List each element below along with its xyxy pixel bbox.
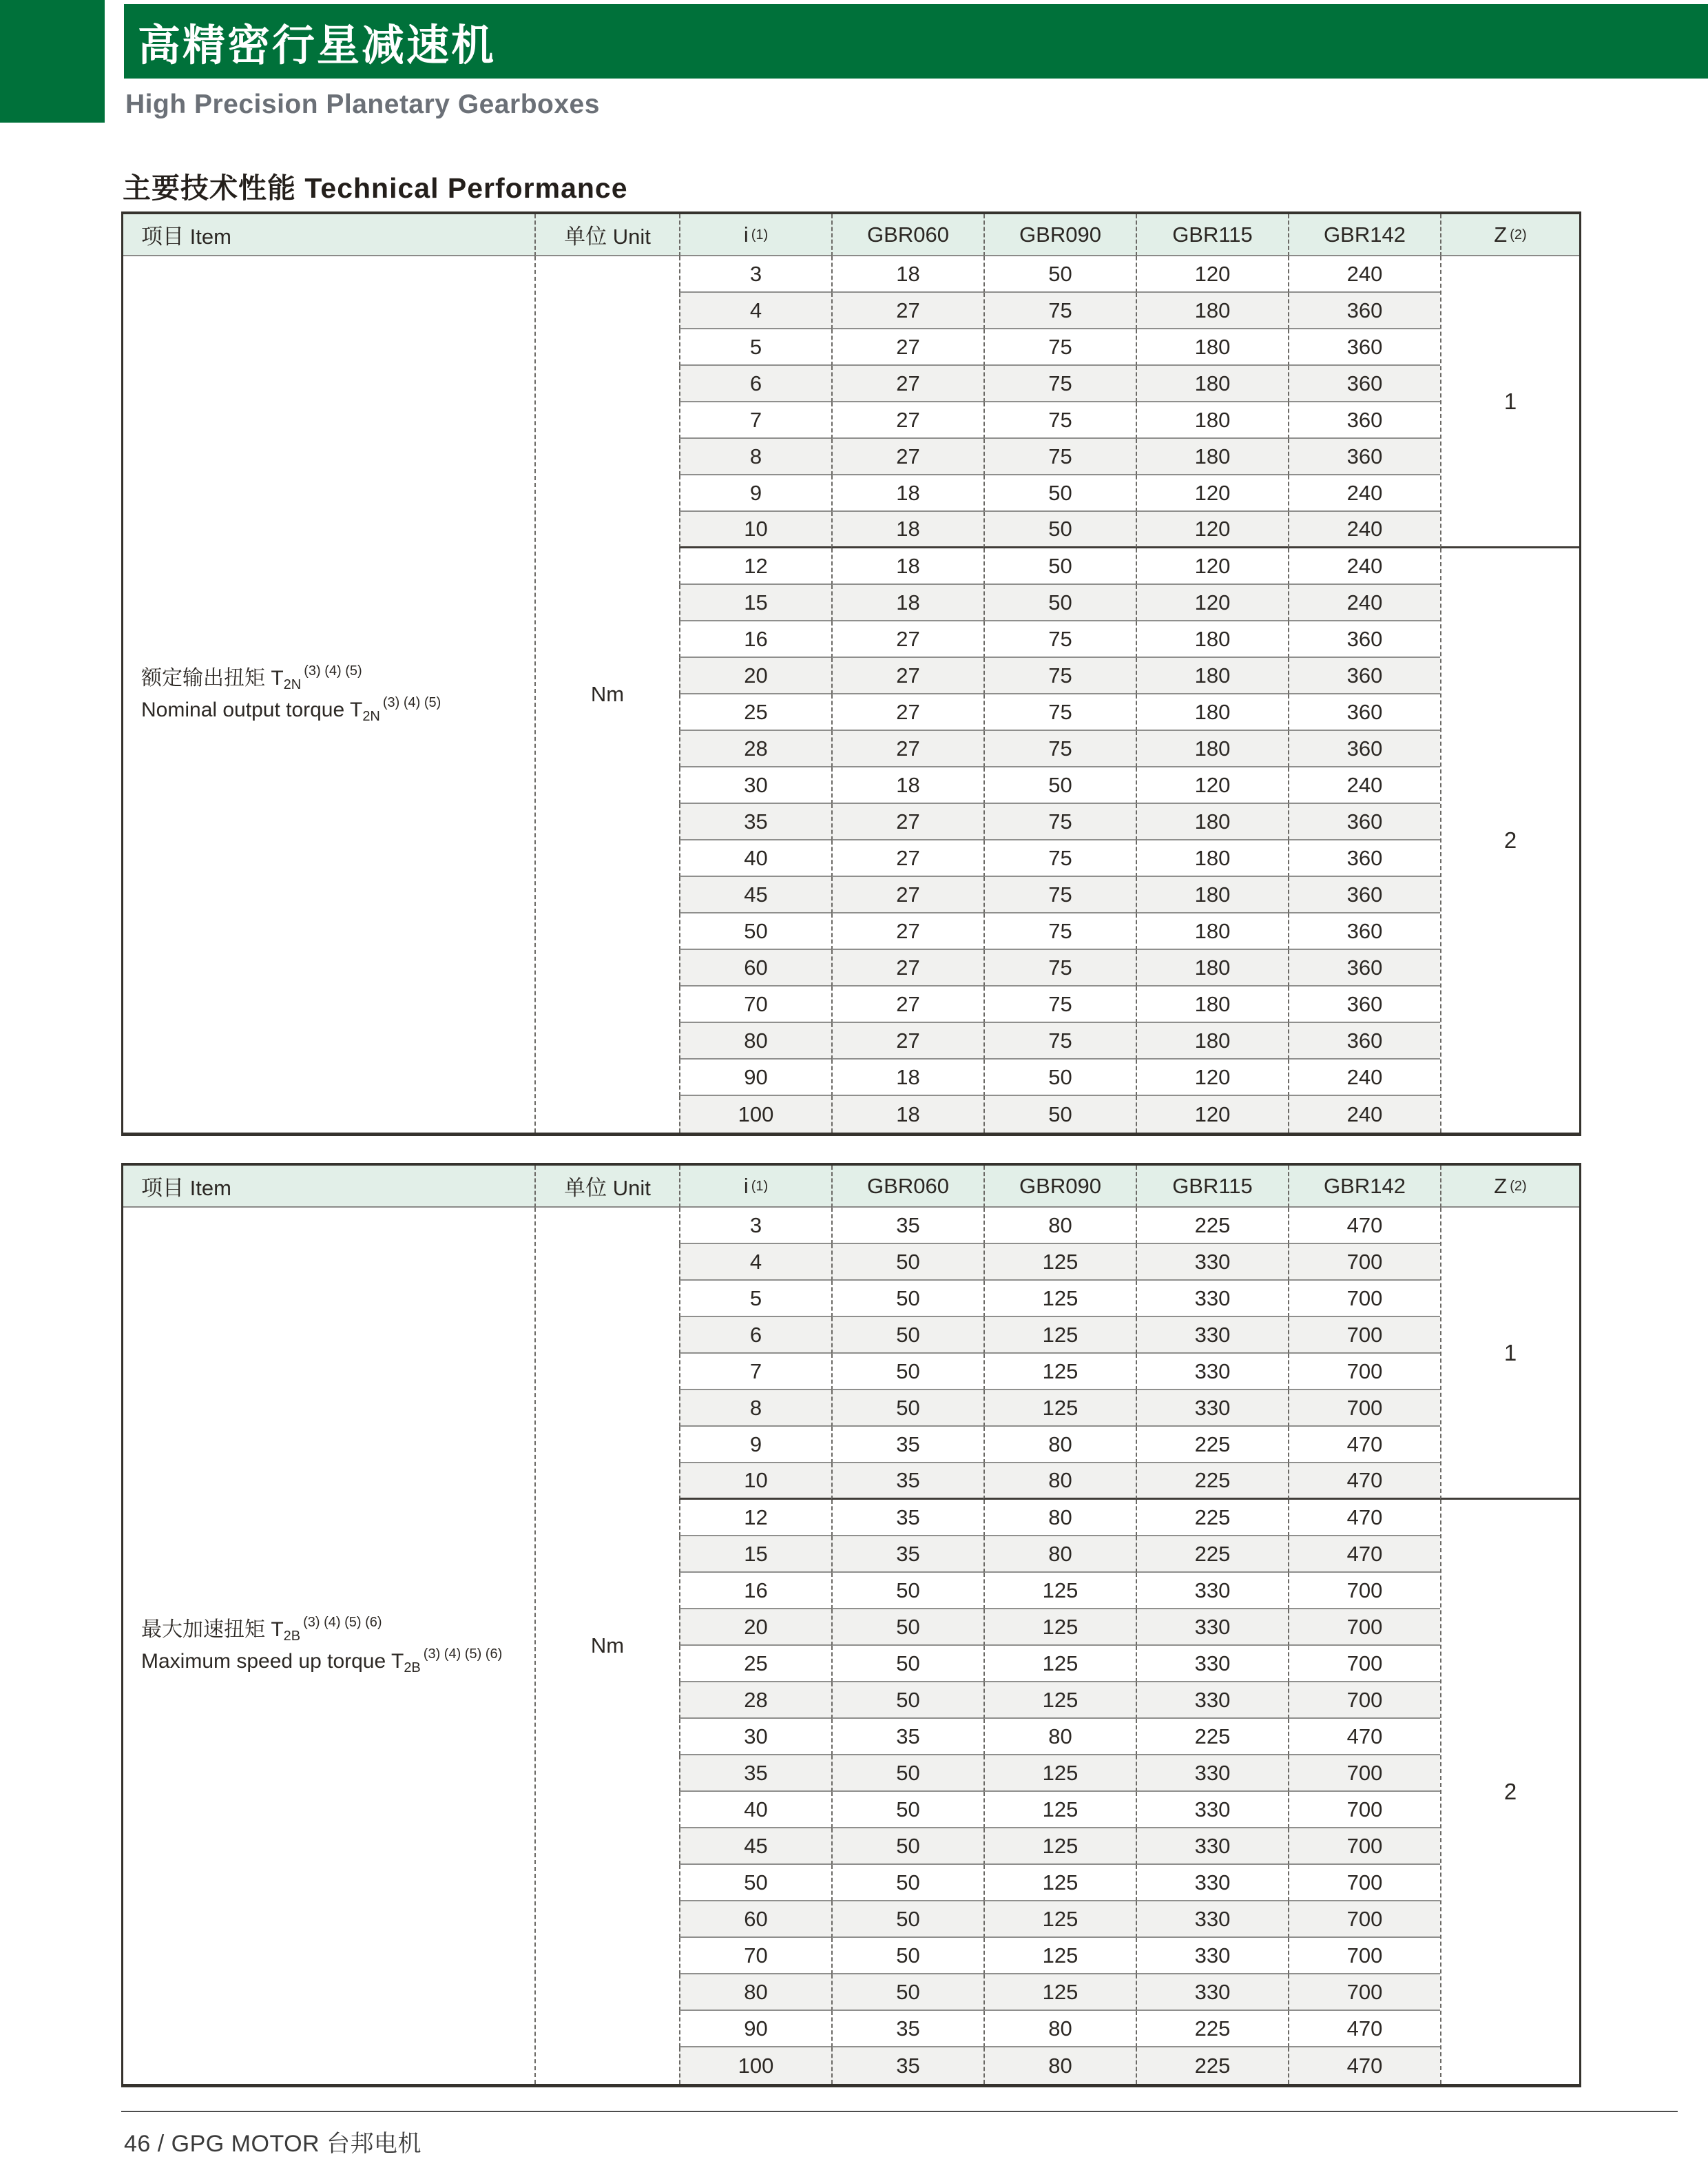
value-cell: 27 — [831, 1023, 983, 1060]
value-cell: 50 — [831, 1828, 983, 1865]
value-cell: 700 — [1288, 1281, 1440, 1317]
ratio-cell: 8 — [679, 439, 831, 475]
value-cell: 50 — [831, 1354, 983, 1390]
ratio-cell: 10 — [679, 1463, 831, 1500]
value-cell: 80 — [983, 1208, 1136, 1244]
value-cell: 27 — [831, 439, 983, 475]
value-cell: 75 — [983, 840, 1136, 877]
value-cell: 700 — [1288, 1354, 1440, 1390]
value-cell: 225 — [1136, 2011, 1288, 2047]
value-cell: 180 — [1136, 731, 1288, 767]
value-cell: 27 — [831, 694, 983, 731]
page-header-band — [124, 4, 1708, 79]
ratio-cell: 70 — [679, 986, 831, 1023]
value-cell: 50 — [983, 767, 1136, 804]
ratio-cell: 50 — [679, 913, 831, 950]
value-cell: 240 — [1288, 1096, 1440, 1133]
value-cell: 27 — [831, 329, 983, 366]
ratio-cell: 40 — [679, 840, 831, 877]
value-cell: 50 — [831, 1244, 983, 1281]
value-cell: 700 — [1288, 1317, 1440, 1354]
value-cell: 225 — [1136, 2047, 1288, 2084]
value-cell: 330 — [1136, 1244, 1288, 1281]
ratio-cell: 80 — [679, 1023, 831, 1060]
value-cell: 75 — [983, 439, 1136, 475]
value-cell: 330 — [1136, 1901, 1288, 1938]
value-cell: 225 — [1136, 1463, 1288, 1500]
value-cell: 75 — [983, 1023, 1136, 1060]
value-cell: 470 — [1288, 1536, 1440, 1573]
value-cell: 360 — [1288, 913, 1440, 950]
value-cell: 50 — [831, 1792, 983, 1828]
value-cell: 50 — [983, 512, 1136, 548]
value-cell: 80 — [983, 2047, 1136, 2084]
value-cell: 50 — [983, 256, 1136, 293]
value-cell: 225 — [1136, 1427, 1288, 1463]
ratio-cell: 100 — [679, 1096, 831, 1133]
header-cell-gbr115: GBR115 — [1136, 214, 1288, 256]
ratio-cell: 8 — [679, 1390, 831, 1427]
value-cell: 50 — [831, 1865, 983, 1901]
value-cell: 18 — [831, 767, 983, 804]
ratio-cell: 10 — [679, 512, 831, 548]
value-cell: 700 — [1288, 1974, 1440, 2011]
value-cell: 27 — [831, 366, 983, 402]
value-cell: 50 — [983, 1060, 1136, 1096]
value-cell: 80 — [983, 1500, 1136, 1536]
value-cell: 75 — [983, 402, 1136, 439]
value-cell: 330 — [1136, 1865, 1288, 1901]
value-cell: 75 — [983, 913, 1136, 950]
value-cell: 360 — [1288, 840, 1440, 877]
value-cell: 80 — [983, 2011, 1136, 2047]
value-cell: 80 — [983, 1719, 1136, 1755]
value-cell: 700 — [1288, 1609, 1440, 1646]
item-label-cell: 最大加速扭矩 $T_{2B}^{(3) (4) (5) (6)}$ Maximum speed up torque $T_{2B}^{(3) (4) (5) (6)}$ — [123, 1208, 534, 2084]
value-cell: 225 — [1136, 1719, 1288, 1755]
value-cell: 50 — [983, 585, 1136, 621]
value-cell: 125 — [983, 1865, 1136, 1901]
value-cell: 470 — [1288, 2011, 1440, 2047]
value-cell: 125 — [983, 1317, 1136, 1354]
value-cell: 120 — [1136, 548, 1288, 585]
value-cell: 225 — [1136, 1500, 1288, 1536]
ratio-cell: 7 — [679, 1354, 831, 1390]
value-cell: 125 — [983, 1901, 1136, 1938]
value-cell: 125 — [983, 1828, 1136, 1865]
value-cell: 27 — [831, 877, 983, 913]
value-cell: 120 — [1136, 767, 1288, 804]
value-cell: 125 — [983, 1609, 1136, 1646]
value-cell: 75 — [983, 877, 1136, 913]
value-cell: 360 — [1288, 366, 1440, 402]
ratio-cell: 5 — [679, 329, 831, 366]
value-cell: 240 — [1288, 1060, 1440, 1096]
value-cell: 330 — [1136, 1281, 1288, 1317]
ratio-cell: 5 — [679, 1281, 831, 1317]
value-cell: 27 — [831, 840, 983, 877]
value-cell: 700 — [1288, 1646, 1440, 1682]
section-title: 主要技术性能 Technical Performance — [123, 172, 628, 204]
ratio-cell: 50 — [679, 1865, 831, 1901]
value-cell: 700 — [1288, 1828, 1440, 1865]
value-cell: 18 — [831, 1060, 983, 1096]
value-cell: 240 — [1288, 585, 1440, 621]
value-cell: 75 — [983, 731, 1136, 767]
value-cell: 18 — [831, 475, 983, 512]
value-cell: 125 — [983, 1244, 1136, 1281]
value-cell: 700 — [1288, 1865, 1440, 1901]
value-cell: 700 — [1288, 1682, 1440, 1719]
value-cell: 35 — [831, 1463, 983, 1500]
value-cell: 27 — [831, 986, 983, 1023]
ratio-cell: 7 — [679, 402, 831, 439]
value-cell: 50 — [831, 1682, 983, 1719]
ratio-cell: 60 — [679, 1901, 831, 1938]
value-cell: 700 — [1288, 1573, 1440, 1609]
value-cell: 360 — [1288, 439, 1440, 475]
value-cell: 125 — [983, 1974, 1136, 2011]
value-cell: 360 — [1288, 986, 1440, 1023]
header-cell-z: Z (2) — [1440, 1166, 1579, 1208]
header-cell-item: 项目 Item — [123, 214, 534, 256]
value-cell: 125 — [983, 1938, 1136, 1974]
header-cell-单位 unit: 单位 Unit — [534, 1166, 679, 1208]
ratio-cell: 90 — [679, 2011, 831, 2047]
value-cell: 180 — [1136, 877, 1288, 913]
value-cell: 330 — [1136, 1390, 1288, 1427]
ratio-cell: 4 — [679, 1244, 831, 1281]
value-cell: 330 — [1136, 1938, 1288, 1974]
ratio-cell: 16 — [679, 621, 831, 658]
value-cell: 360 — [1288, 329, 1440, 366]
ratio-cell: 9 — [679, 1427, 831, 1463]
header-cell-i: i (1) — [679, 1166, 831, 1208]
value-cell: 50 — [831, 1573, 983, 1609]
value-cell: 125 — [983, 1755, 1136, 1792]
value-cell: 120 — [1136, 512, 1288, 548]
value-cell: 330 — [1136, 1573, 1288, 1609]
value-cell: 35 — [831, 2047, 983, 2084]
value-cell: 470 — [1288, 1427, 1440, 1463]
value-cell: 27 — [831, 804, 983, 840]
value-cell: 120 — [1136, 475, 1288, 512]
ratio-cell: 100 — [679, 2047, 831, 2084]
value-cell: 360 — [1288, 731, 1440, 767]
ratio-cell: 20 — [679, 1609, 831, 1646]
page-title: 高精密行星减速机 — [138, 21, 497, 70]
value-cell: 75 — [983, 293, 1136, 329]
value-cell: 80 — [983, 1536, 1136, 1573]
value-cell: 360 — [1288, 621, 1440, 658]
ratio-cell: 16 — [679, 1573, 831, 1609]
value-cell: 75 — [983, 986, 1136, 1023]
value-cell: 330 — [1136, 1792, 1288, 1828]
value-cell: 27 — [831, 621, 983, 658]
value-cell: 50 — [831, 1901, 983, 1938]
ratio-cell: 15 — [679, 585, 831, 621]
value-cell: 180 — [1136, 439, 1288, 475]
ratio-cell: 6 — [679, 366, 831, 402]
value-cell: 125 — [983, 1646, 1136, 1682]
value-cell: 360 — [1288, 694, 1440, 731]
value-cell: 125 — [983, 1682, 1136, 1719]
value-cell: 225 — [1136, 1208, 1288, 1244]
value-cell: 700 — [1288, 1901, 1440, 1938]
header-cell-item: 项目 Item — [123, 1166, 534, 1208]
value-cell: 360 — [1288, 658, 1440, 694]
ratio-cell: 15 — [679, 1536, 831, 1573]
z-group-cell: 1 — [1440, 256, 1579, 548]
value-cell: 700 — [1288, 1244, 1440, 1281]
ratio-cell: 20 — [679, 658, 831, 694]
value-cell: 50 — [831, 1974, 983, 2011]
value-cell: 180 — [1136, 402, 1288, 439]
value-cell: 180 — [1136, 986, 1288, 1023]
value-cell: 125 — [983, 1390, 1136, 1427]
value-cell: 240 — [1288, 512, 1440, 548]
value-cell: 120 — [1136, 256, 1288, 293]
ratio-cell: 28 — [679, 1682, 831, 1719]
value-cell: 35 — [831, 1500, 983, 1536]
value-cell: 75 — [983, 804, 1136, 840]
header-cell-gbr115: GBR115 — [1136, 1166, 1288, 1208]
value-cell: 35 — [831, 1719, 983, 1755]
ratio-cell: 90 — [679, 1060, 831, 1096]
performance-table-nominal-torque — [121, 211, 1581, 1136]
value-cell: 80 — [983, 1463, 1136, 1500]
value-cell: 180 — [1136, 658, 1288, 694]
value-cell: 180 — [1136, 804, 1288, 840]
value-cell: 180 — [1136, 840, 1288, 877]
value-cell: 50 — [983, 475, 1136, 512]
value-cell: 50 — [983, 1096, 1136, 1133]
header-cell-z: Z (2) — [1440, 214, 1579, 256]
value-cell: 470 — [1288, 1719, 1440, 1755]
value-cell: 125 — [983, 1281, 1136, 1317]
value-cell: 180 — [1136, 694, 1288, 731]
value-cell: 50 — [831, 1390, 983, 1427]
unit-cell: Nm — [534, 1208, 679, 2084]
value-cell: 180 — [1136, 621, 1288, 658]
z-group-cell: 2 — [1440, 548, 1579, 1133]
value-cell: 27 — [831, 950, 983, 986]
ratio-cell: 70 — [679, 1938, 831, 1974]
ratio-cell: 12 — [679, 1500, 831, 1536]
value-cell: 27 — [831, 913, 983, 950]
ratio-cell: 25 — [679, 694, 831, 731]
value-cell: 125 — [983, 1792, 1136, 1828]
value-cell: 125 — [983, 1354, 1136, 1390]
unit-cell: Nm — [534, 256, 679, 1133]
value-cell: 360 — [1288, 293, 1440, 329]
value-cell: 27 — [831, 658, 983, 694]
header-cell-i: i (1) — [679, 214, 831, 256]
value-cell: 700 — [1288, 1792, 1440, 1828]
value-cell: 50 — [831, 1281, 983, 1317]
value-cell: 180 — [1136, 293, 1288, 329]
value-cell: 50 — [983, 548, 1136, 585]
ratio-cell: 3 — [679, 256, 831, 293]
ratio-cell: 28 — [679, 731, 831, 767]
value-cell: 50 — [831, 1646, 983, 1682]
value-cell: 225 — [1136, 1536, 1288, 1573]
ratio-cell: 6 — [679, 1317, 831, 1354]
value-cell: 240 — [1288, 256, 1440, 293]
ratio-cell: 3 — [679, 1208, 831, 1244]
value-cell: 120 — [1136, 585, 1288, 621]
value-cell: 18 — [831, 256, 983, 293]
z-group-cell: 2 — [1440, 1500, 1579, 2084]
value-cell: 700 — [1288, 1938, 1440, 1974]
ratio-cell: 45 — [679, 1828, 831, 1865]
header-cell-gbr142: GBR142 — [1288, 214, 1440, 256]
value-cell: 180 — [1136, 950, 1288, 986]
value-cell: 330 — [1136, 1317, 1288, 1354]
ratio-cell: 30 — [679, 767, 831, 804]
value-cell: 35 — [831, 1427, 983, 1463]
value-cell: 180 — [1136, 366, 1288, 402]
value-cell: 330 — [1136, 1974, 1288, 2011]
ratio-cell: 80 — [679, 1974, 831, 2011]
ratio-cell: 30 — [679, 1719, 831, 1755]
value-cell: 18 — [831, 1096, 983, 1133]
value-cell: 75 — [983, 621, 1136, 658]
value-cell: 125 — [983, 1573, 1136, 1609]
value-cell: 18 — [831, 585, 983, 621]
value-cell: 75 — [983, 694, 1136, 731]
value-cell: 470 — [1288, 1500, 1440, 1536]
value-cell: 360 — [1288, 1023, 1440, 1060]
value-cell: 50 — [831, 1317, 983, 1354]
value-cell: 240 — [1288, 767, 1440, 804]
value-cell: 330 — [1136, 1682, 1288, 1719]
value-cell: 180 — [1136, 329, 1288, 366]
value-cell: 50 — [831, 1755, 983, 1792]
ratio-cell: 45 — [679, 877, 831, 913]
value-cell: 360 — [1288, 804, 1440, 840]
ratio-cell: 40 — [679, 1792, 831, 1828]
value-cell: 360 — [1288, 877, 1440, 913]
value-cell: 240 — [1288, 475, 1440, 512]
performance-table-max-torque — [121, 1163, 1581, 2087]
ratio-cell: 25 — [679, 1646, 831, 1682]
value-cell: 18 — [831, 512, 983, 548]
header-cell-gbr060: GBR060 — [831, 1166, 983, 1208]
value-cell: 360 — [1288, 402, 1440, 439]
value-cell: 180 — [1136, 913, 1288, 950]
value-cell: 18 — [831, 548, 983, 585]
page-subtitle: High Precision Planetary Gearboxes — [125, 90, 600, 119]
ratio-cell: 4 — [679, 293, 831, 329]
header-cell-gbr090: GBR090 — [983, 214, 1136, 256]
value-cell: 27 — [831, 731, 983, 767]
value-cell: 470 — [1288, 1208, 1440, 1244]
value-cell: 470 — [1288, 2047, 1440, 2084]
brand-green-block — [0, 0, 105, 123]
z-group-cell: 1 — [1440, 1208, 1579, 1500]
value-cell: 330 — [1136, 1755, 1288, 1792]
value-cell: 470 — [1288, 1463, 1440, 1500]
value-cell: 330 — [1136, 1828, 1288, 1865]
value-cell: 50 — [831, 1938, 983, 1974]
value-cell: 75 — [983, 658, 1136, 694]
value-cell: 120 — [1136, 1096, 1288, 1133]
value-cell: 330 — [1136, 1354, 1288, 1390]
header-cell-gbr060: GBR060 — [831, 214, 983, 256]
value-cell: 360 — [1288, 950, 1440, 986]
value-cell: 27 — [831, 402, 983, 439]
value-cell: 700 — [1288, 1390, 1440, 1427]
value-cell: 75 — [983, 950, 1136, 986]
footer-divider — [121, 2111, 1678, 2112]
value-cell: 75 — [983, 329, 1136, 366]
value-cell: 27 — [831, 293, 983, 329]
value-cell: 120 — [1136, 1060, 1288, 1096]
value-cell: 35 — [831, 2011, 983, 2047]
ratio-cell: 60 — [679, 950, 831, 986]
ratio-cell: 12 — [679, 548, 831, 585]
value-cell: 50 — [831, 1609, 983, 1646]
ratio-cell: 35 — [679, 1755, 831, 1792]
page-footer: 46 / GPG MOTOR 台邦电机 — [124, 2131, 422, 2157]
value-cell: 330 — [1136, 1646, 1288, 1682]
value-cell: 700 — [1288, 1755, 1440, 1792]
value-cell: 75 — [983, 366, 1136, 402]
item-label-cell: 额定输出扭矩 $T_{2N}^{(3) (4) (5)}$ Nominal output torque $T_{2N}^{(3) (4) (5)}$ — [123, 256, 534, 1133]
ratio-cell: 35 — [679, 804, 831, 840]
value-cell: 240 — [1288, 548, 1440, 585]
value-cell: 35 — [831, 1208, 983, 1244]
header-cell-gbr142: GBR142 — [1288, 1166, 1440, 1208]
value-cell: 330 — [1136, 1609, 1288, 1646]
value-cell: 35 — [831, 1536, 983, 1573]
value-cell: 180 — [1136, 1023, 1288, 1060]
header-cell-gbr090: GBR090 — [983, 1166, 1136, 1208]
value-cell: 80 — [983, 1427, 1136, 1463]
ratio-cell: 9 — [679, 475, 831, 512]
header-cell-单位 unit: 单位 Unit — [534, 214, 679, 256]
